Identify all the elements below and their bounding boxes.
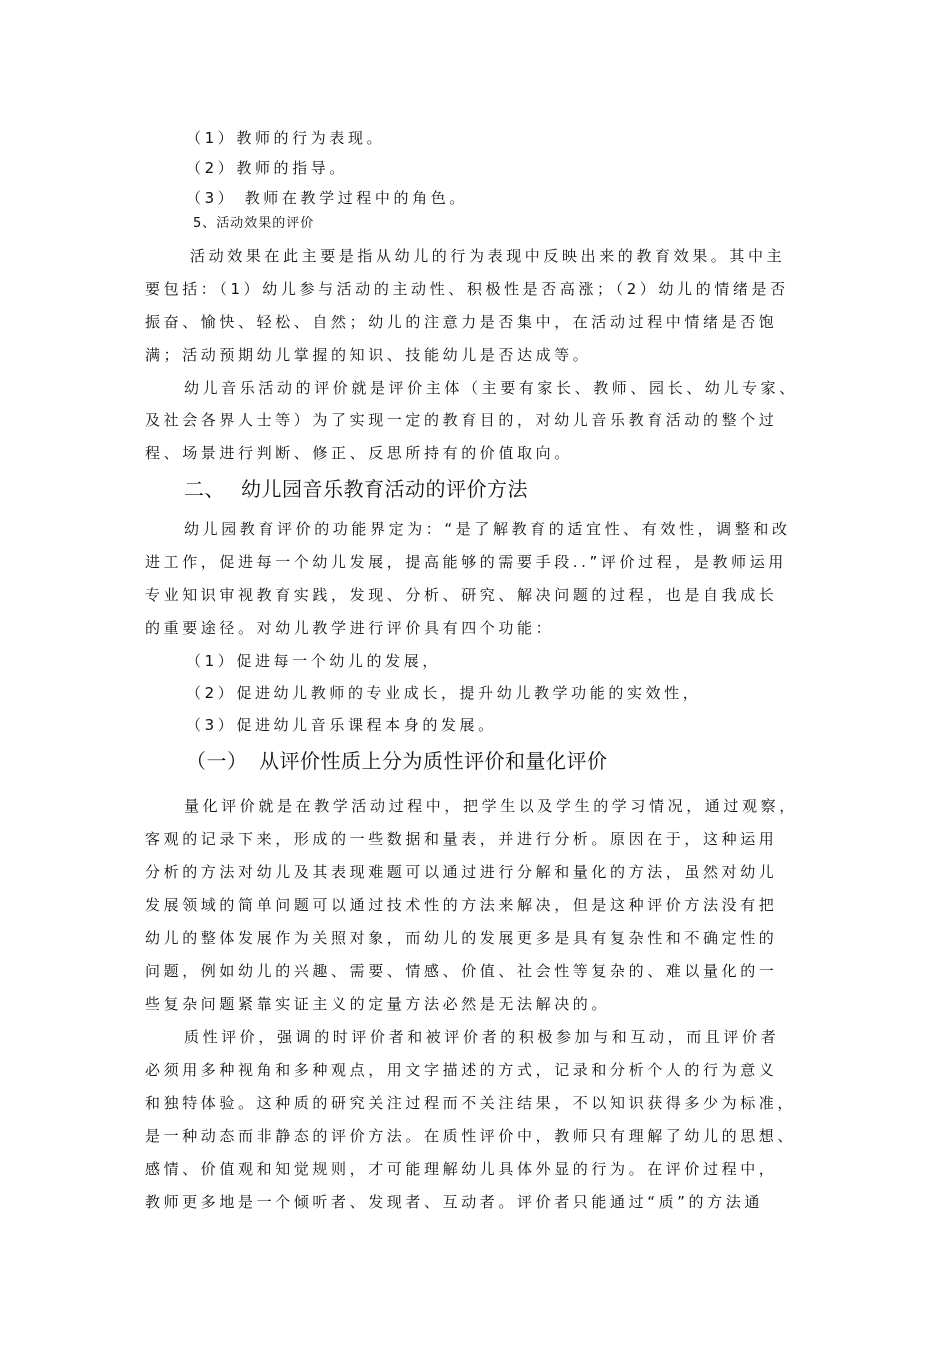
list-item: （1）促进每一个幼儿的发展， bbox=[186, 652, 441, 670]
paragraph-line: 教师更多地是一个倾听者、发现者、互动者。评价者只能通过“质”的方法通 bbox=[145, 1193, 763, 1211]
section-heading-number: 二、 bbox=[184, 477, 225, 501]
paragraph-line: 客观的记录下来，形成的一些数据和量表，并进行分析。原因在于，这种运用 bbox=[145, 830, 778, 848]
paragraph-line: 问题，例如幼儿的兴趣、需要、情感、价值、社会性等复杂的、难以量化的一 bbox=[145, 962, 778, 980]
section-heading-text: 幼儿园音乐教育活动的评价方法 bbox=[241, 477, 528, 501]
paragraph-line: 发展领域的简单问题可以通过技术性的方法来解决，但是这种评价方法没有把 bbox=[145, 896, 778, 914]
subsection-heading-text: 从评价性质上分为质性评价和量化评价 bbox=[259, 749, 608, 773]
paragraph-line: 量化评价就是在教学活动过程中，把学生以及学生的学习情况，通过观察， bbox=[184, 797, 798, 815]
paragraph-line: 及社会各界人士等）为了实现一定的教育目的，对幼儿音乐教育活动的整个过 bbox=[145, 411, 778, 429]
paragraph-line: 振奋、愉快、轻松、自然；幼儿的注意力是否集中，在活动过程中情绪是否饱 bbox=[145, 313, 778, 331]
subsection-heading bbox=[186, 748, 608, 774]
paragraph-line: 些复杂问题紧靠实证主义的定量方法必然是无法解决的。 bbox=[145, 995, 611, 1013]
paragraph-line: 满；活动预期幼儿掌握的知识、技能幼儿是否达成等。 bbox=[145, 346, 592, 364]
paragraph-line: 幼儿音乐活动的评价就是评价主体（主要有家长、教师、园长、幼儿专家、 bbox=[184, 379, 798, 397]
paragraph-line: 的重要途径。对幼儿教学进行评价具有四个功能： bbox=[145, 619, 555, 637]
list-item: （2）促进幼儿教师的专业成长，提升幼儿教学功能的实效性， bbox=[186, 684, 702, 702]
list-item: （1）教师的行为表现。 bbox=[186, 129, 386, 147]
paragraph-line: 要包括：（1）幼儿参与活动的主动性、积极性是否高涨；（2）幼儿的情绪是否 bbox=[145, 280, 789, 298]
list-item: （2）教师的指导。 bbox=[186, 159, 348, 177]
paragraph-line: 进工作，促进每一个幼儿发展，提高能够的需要手段..”评价过程，是教师运用 bbox=[145, 553, 787, 571]
paragraph-line: 分析的方法对幼儿及其表现难题可以通过进行分解和量化的方法，虽然对幼儿 bbox=[145, 863, 778, 881]
paragraph-line: 和独特体验。这种质的研究关注过程而不关注结果，不以知识获得多少为标准， bbox=[145, 1094, 797, 1112]
paragraph-line: 感情、价值观和知觉规则，才可能理解幼儿具体外显的行为。在评价过程中， bbox=[145, 1160, 778, 1178]
paragraph-line: 必须用多种视角和多种观点，用文字描述的方式，记录和分析个人的行为意义 bbox=[145, 1061, 778, 1079]
paragraph-line: 活动效果在此主要是指从幼儿的行为表现中反映出来的教育效果。其中主 bbox=[190, 247, 786, 265]
paragraph-line: 专业知识审视教育实践，发现、分析、研究、解决问题的过程，也是自我成长 bbox=[145, 586, 778, 604]
paragraph-line: 幼儿的整体发展作为关照对象，而幼儿的发展更多是具有复杂性和不确定性的 bbox=[145, 929, 778, 947]
paragraph-line: 质性评价，强调的时评价者和被评价者的积极参加与和互动，而且评价者 bbox=[184, 1028, 780, 1046]
list-item: （3） 教师在教学过程中的角色。 bbox=[186, 189, 468, 207]
paragraph-line: 是一种动态而非静态的评价方法。在质性评价中，教师只有理解了幼儿的思想、 bbox=[145, 1127, 797, 1145]
paragraph-line: 程、场景进行判断、修正、反思所持有的价值取向。 bbox=[145, 444, 573, 462]
subsection-title: 5、活动效果的评价 bbox=[193, 216, 315, 231]
list-item: （3）促进幼儿音乐课程本身的发展。 bbox=[186, 716, 497, 734]
subsection-heading-number: （一） bbox=[186, 749, 248, 773]
paragraph-line: 幼儿园教育评价的功能界定为：“是了解教育的适宜性、有效性，调整和改 bbox=[184, 520, 791, 538]
section-heading bbox=[184, 476, 528, 502]
